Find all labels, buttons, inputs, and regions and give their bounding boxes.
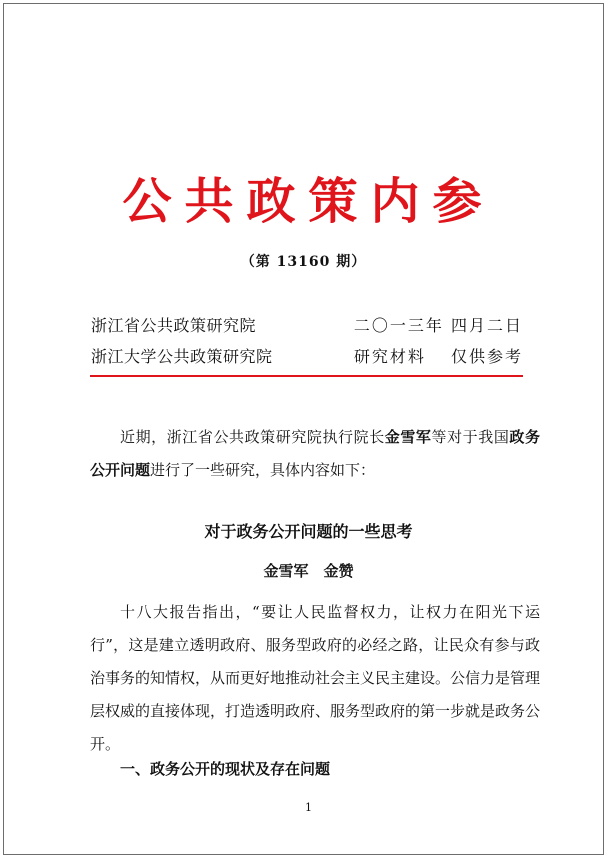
intro-text-3: 进行了一些研究，具体内容如下： bbox=[150, 461, 376, 479]
page-number: 1 bbox=[305, 801, 312, 814]
header-row-1 bbox=[91, 315, 523, 337]
article-authors: 金雪军 金赞 bbox=[263, 562, 354, 580]
header-row-2 bbox=[91, 346, 523, 368]
issue-number: （第 13160 期） bbox=[240, 254, 367, 270]
section-heading-1: 一、政务公开的现状及存在问题 bbox=[120, 760, 331, 778]
document-page bbox=[3, 3, 604, 855]
org-name-university: 浙江大学公共政策研究院 bbox=[91, 347, 273, 366]
org-name-provincial: 浙江省公共政策研究院 bbox=[91, 316, 257, 335]
intro-topic: 政务公开问题 bbox=[90, 428, 540, 479]
body-paragraph-1: 十八大报告指出，“要让人民监督权力，让权力在阳光下运行”，这是建立透明政府、服务型政府的必经之路，让民众有参与政治事务的知情权，从而更好地推动社会主义民主建设。公信力是管理层权威的直接体现，打造透明政府、服务型政府的第一步就是政务公开。 bbox=[90, 603, 541, 753]
intro-text-2: 等对于我国 bbox=[431, 428, 510, 446]
usage-note: 研究材料 仅供参考 bbox=[353, 347, 523, 366]
intro-name: 金雪军 bbox=[384, 428, 432, 446]
article-title: 对于政务公开问题的一些思考 bbox=[204, 522, 413, 541]
masthead-title: 公共政策内参 bbox=[122, 172, 495, 230]
intro-paragraph bbox=[90, 421, 540, 487]
issue-date: 二〇一三年 四月二日 bbox=[353, 316, 523, 335]
intro-text-1: 近期，浙江省公共政策研究院执行院长 bbox=[120, 428, 385, 446]
red-divider bbox=[90, 375, 523, 377]
